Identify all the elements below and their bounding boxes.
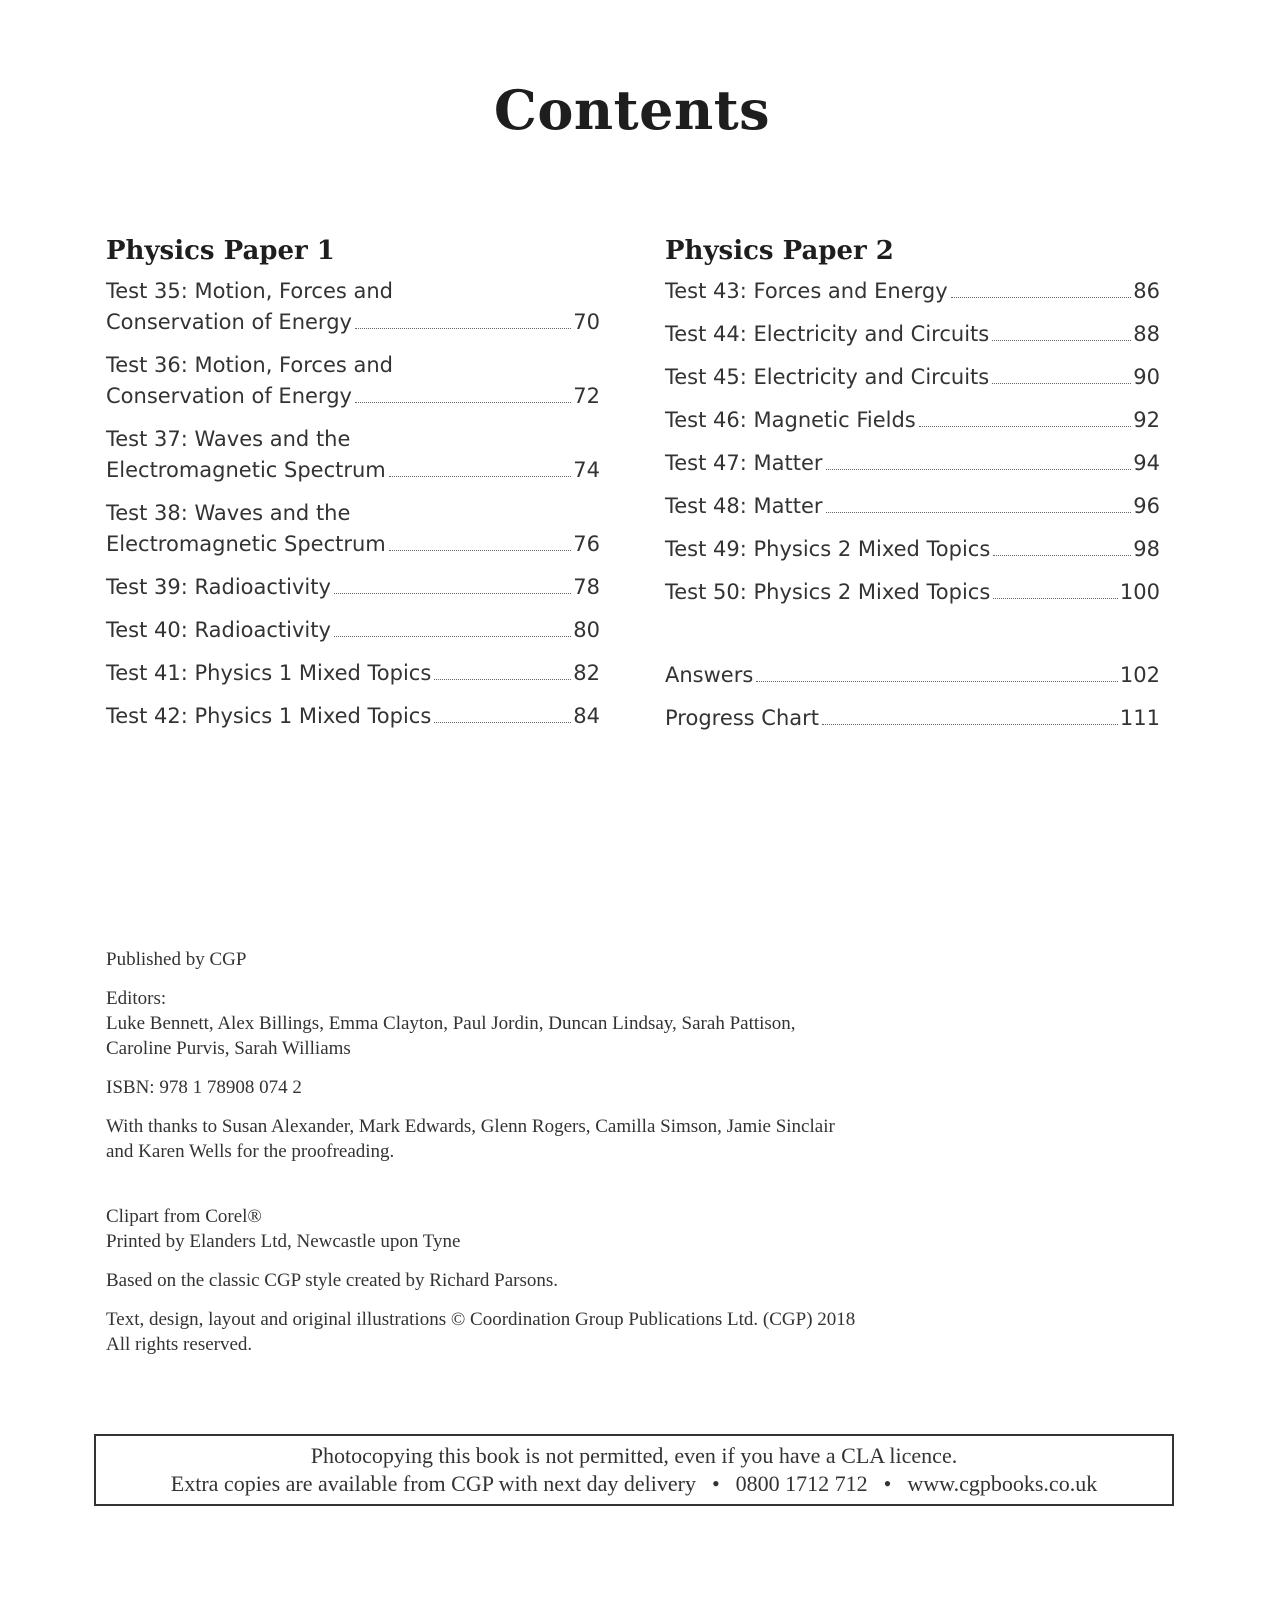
- toc-entry-line2: Electromagnetic Spectrum: [106, 532, 386, 556]
- copyright-block: [106, 1307, 1106, 1357]
- toc-page-number: 76: [573, 532, 600, 556]
- toc-entry[interactable]: [106, 701, 600, 732]
- toc-entry[interactable]: [665, 276, 1160, 307]
- thanks-line: With thanks to Susan Alexander, Mark Edwards, Glenn Rogers, Camilla Simson, Jamie Sinclair: [106, 1116, 835, 1137]
- toc-page-number: 84: [573, 704, 600, 728]
- dot-leader: [389, 476, 572, 477]
- notice-line: Photocopying this book is not permitted, even if you have a CLA licence.: [310, 1443, 958, 1468]
- toc-entry-label: Test 46: Magnetic Fields: [665, 408, 916, 432]
- dot-leader: [756, 681, 1118, 682]
- dot-leader: [434, 722, 571, 723]
- toc-entry[interactable]: [665, 534, 1160, 565]
- notice-extra: Extra copies are available from CGP with next day delivery: [170, 1471, 696, 1496]
- toc-page-number: 98: [1133, 537, 1160, 561]
- toc-entry-line2: Conservation of Energy: [106, 310, 352, 334]
- credits-block: [106, 1204, 1106, 1254]
- editors-line: Caroline Purvis, Sarah Williams: [106, 1038, 351, 1059]
- toc-page-number: 72: [573, 384, 600, 408]
- dot-leader: [826, 512, 1132, 513]
- toc-entry-label: Test 41: Physics 1 Mixed Topics: [106, 661, 432, 685]
- notice-phone: 0800 1712 712: [735, 1471, 868, 1496]
- dot-leader: [822, 724, 1118, 725]
- toc-entry[interactable]: [665, 405, 1160, 436]
- paper-2-section: [665, 236, 1160, 746]
- toc-page-number: 90: [1133, 365, 1160, 389]
- isbn: ISBN: 978 1 78908 074 2: [106, 1077, 302, 1098]
- copyright-line: Text, design, layout and original illustrations © Coordination Group Publications Ltd. (CGP) 2018: [106, 1309, 856, 1330]
- toc-entry-line1: Test 37: Waves and the: [106, 427, 351, 451]
- toc-entry-label: Answers: [665, 663, 754, 687]
- toc-page-number: 92: [1133, 408, 1160, 432]
- editors-label: Editors:: [106, 988, 167, 1009]
- toc-entry[interactable]: [106, 572, 600, 603]
- toc-entry[interactable]: [106, 658, 600, 689]
- toc-page-number: 96: [1133, 494, 1160, 518]
- bullet-separator: •: [883, 1471, 892, 1496]
- toc-entry-label: Test 50: Physics 2 Mixed Topics: [665, 580, 991, 604]
- editors-block: [106, 986, 1106, 1061]
- dot-leader: [919, 426, 1132, 427]
- page-title: Contents: [493, 78, 771, 142]
- paper-2-heading: Physics Paper 2: [665, 236, 894, 266]
- dot-leader: [355, 402, 571, 403]
- publication-info: [106, 947, 1106, 1357]
- dot-leader: [334, 593, 571, 594]
- toc-entry-label: Test 47: Matter: [665, 451, 823, 475]
- toc-page-number: 111: [1119, 706, 1160, 730]
- dot-leader: [951, 297, 1132, 298]
- toc-page-number: 82: [573, 661, 600, 685]
- toc-entry-label: Test 45: Electricity and Circuits: [665, 365, 990, 389]
- copyright-line: All rights reserved.: [106, 1334, 253, 1355]
- toc-entry[interactable]: [665, 491, 1160, 522]
- dot-leader: [355, 328, 571, 329]
- toc-entry-line2: Conservation of Energy: [106, 384, 352, 408]
- toc-page-number: 80: [573, 618, 600, 642]
- thanks-line: and Karen Wells for the proofreading.: [106, 1141, 395, 1162]
- dot-leader: [334, 636, 571, 637]
- notice-website[interactable]: www.cgpbooks.co.uk: [907, 1471, 1098, 1496]
- dot-leader: [826, 469, 1132, 470]
- toc-entry-line1: Test 35: Motion, Forces and: [106, 279, 393, 303]
- toc-entry-label: Progress Chart: [665, 706, 820, 730]
- toc-entry[interactable]: [665, 319, 1160, 350]
- toc-entry-label: Test 40: Radioactivity: [106, 618, 331, 642]
- toc-entry-label: Test 39: Radioactivity: [106, 575, 331, 599]
- toc-entry[interactable]: [665, 577, 1160, 608]
- toc-page-number: 94: [1133, 451, 1160, 475]
- toc-entry-line2: Electromagnetic Spectrum: [106, 458, 386, 482]
- toc-entry-label: Test 48: Matter: [665, 494, 823, 518]
- toc-entry-label: Test 43: Forces and Energy: [665, 279, 948, 303]
- dot-leader: [993, 555, 1131, 556]
- toc-entry[interactable]: [665, 448, 1160, 479]
- based-on: Based on the classic CGP style created by Richard Parsons.: [106, 1270, 559, 1291]
- toc-page-number: 86: [1133, 279, 1160, 303]
- dot-leader: [992, 383, 1131, 384]
- toc-entry[interactable]: [106, 615, 600, 646]
- toc-entry-line1: Test 36: Motion, Forces and: [106, 353, 393, 377]
- toc-entry[interactable]: [106, 424, 600, 486]
- bullet-separator: •: [711, 1471, 720, 1496]
- toc-entry-label: Test 44: Electricity and Circuits: [665, 322, 990, 346]
- dot-leader: [434, 679, 571, 680]
- toc-entry-answers[interactable]: [665, 660, 1160, 691]
- notice-line: [96, 1470, 1172, 1498]
- editors-line: Luke Bennett, Alex Billings, Emma Clayton, Paul Jordin, Duncan Lindsay, Sarah Pattison,: [106, 1013, 796, 1034]
- printer-credit: Printed by Elanders Ltd, Newcastle upon Tyne: [106, 1231, 461, 1252]
- paper-1-heading: Physics Paper 1: [106, 236, 335, 266]
- toc-entry[interactable]: [106, 350, 600, 412]
- toc-entry[interactable]: [665, 362, 1160, 393]
- dot-leader: [993, 598, 1118, 599]
- toc-entry[interactable]: [106, 276, 600, 338]
- toc-entry-line1: Test 38: Waves and the: [106, 501, 351, 525]
- clipart-credit: Clipart from Corel®: [106, 1206, 262, 1227]
- spacer: [665, 620, 1160, 660]
- toc-entry-label: Test 42: Physics 1 Mixed Topics: [106, 704, 432, 728]
- paper-1-section: [106, 236, 600, 744]
- published-by: Published by CGP: [106, 949, 247, 970]
- toc-entry-progress-chart[interactable]: [665, 703, 1160, 734]
- toc-page-number: 100: [1119, 580, 1160, 604]
- toc-entry-label: Test 49: Physics 2 Mixed Topics: [665, 537, 991, 561]
- toc-entry[interactable]: [106, 498, 600, 560]
- toc-page-number: 88: [1133, 322, 1160, 346]
- photocopy-notice-box: [94, 1434, 1174, 1506]
- thanks-block: [106, 1114, 1106, 1164]
- toc-page-number: 70: [573, 310, 600, 334]
- toc-page-number: 102: [1119, 663, 1160, 687]
- dot-leader: [992, 340, 1131, 341]
- toc-page-number: 74: [573, 458, 600, 482]
- toc-page-number: 78: [573, 575, 600, 599]
- dot-leader: [389, 550, 572, 551]
